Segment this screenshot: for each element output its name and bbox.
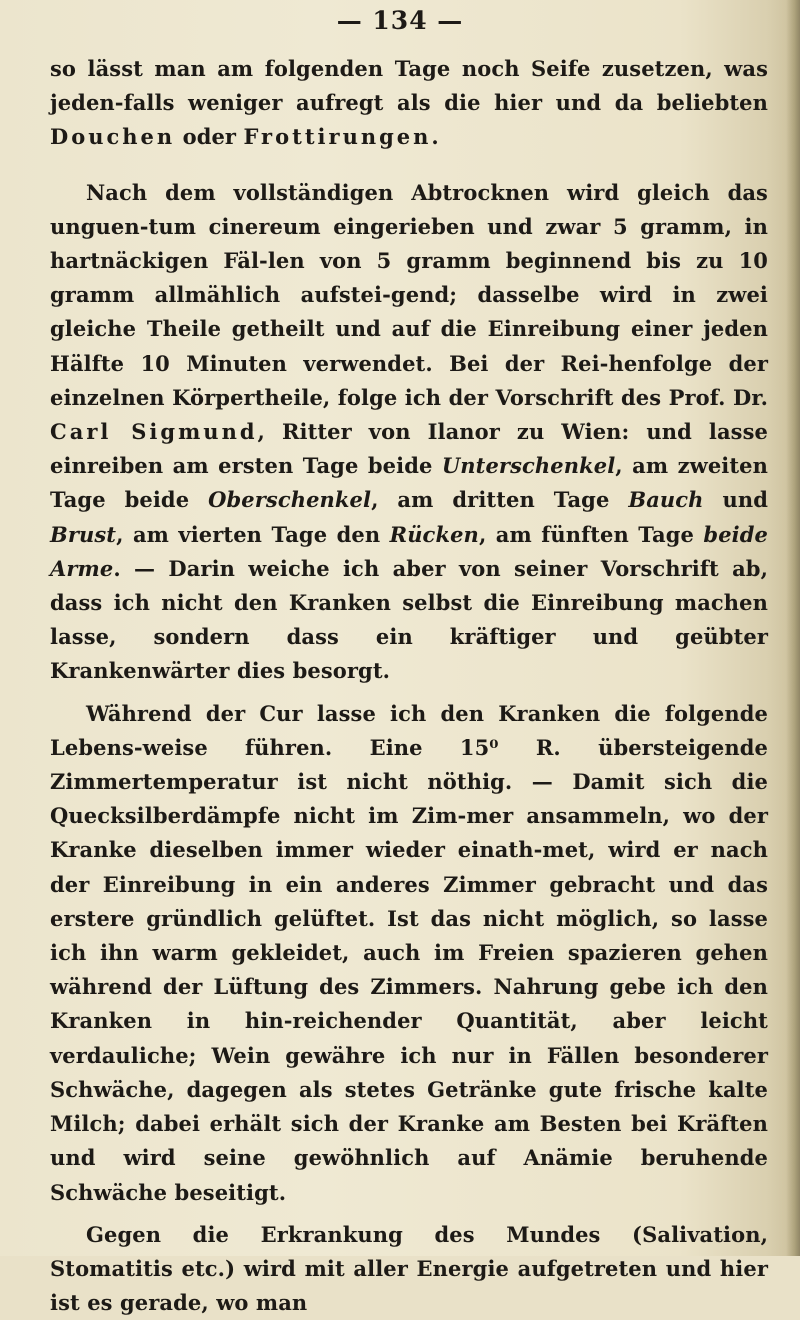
text-run: . <box>431 124 439 150</box>
emphasis-spaced: Douchen <box>50 124 176 150</box>
paragraph-3 <box>50 697 768 1210</box>
text-run: , am fünften Tage <box>478 521 704 547</box>
text-run: Während der Cur lasse ich den Kranken die folgende Lebens-weise führen. Eine 15⁰ R. übersteigende Zimmertemperatur ist nicht nöthig. — Damit sich die Quecksilberdämpfe nicht im Zim-mer ansammeln, wo der Kranke dieselben immer wieder einath-met, wird er nach der Einreibung in ein anderes Zimmer gebracht und das erstere gründlich gelüftet. Ist das nicht möglich, so lasse ich ihn warm gekleidet, auch im Freien spazieren gehen während der Lüftung des Zimmers. Nahrung gebe ich den Kranken in hin-reichender Quantität, aber leicht verdauliche; Wein gewähre ich nur in Fällen besonderer Schwäche, dagegen als stetes Getränke gute frische kalte Milch; dabei erhält sich der Kranke am Besten bei Kräften und wird seine gewöhnlich auf Anämie beruhende Schwäche beseitigt. <box>50 700 768 1205</box>
emphasis-spaced: Frottirungen <box>243 124 432 150</box>
page-edge-shadow <box>786 0 800 1256</box>
text-run: Gegen die Erkrankung des Mundes (Salivation, Stomatitis etc.) wird mit aller Energie aufgetreten und hier ist es gerade, wo man <box>50 1221 768 1316</box>
emphasis-italic: Brust <box>50 521 117 547</box>
text-run: und <box>703 487 768 513</box>
text-run: . — Darin weiche ich aber von seiner Vorschrift ab, dass ich nicht den Kranken selbst die Einreibung machen lasse, sondern dass ein kräftiger und geübter Krankenwärter dies besorgt. <box>50 555 768 684</box>
body-text <box>50 52 768 1320</box>
text-run: , am dritten Tage <box>371 487 629 513</box>
page-number: — 134 — <box>336 6 464 35</box>
paragraph-1 <box>50 52 768 155</box>
emphasis-italic: Bauch <box>628 487 704 513</box>
text-run: oder <box>175 124 244 150</box>
emphasis-italic: Unterschenkel <box>441 453 616 479</box>
emphasis-italic: beide Arme <box>50 521 768 581</box>
paragraph-4 <box>50 1218 768 1320</box>
paragraph-2 <box>50 176 768 689</box>
text-run: Nach dem vollständigen Abtrocknen wird gleich das unguen-tum cinereum eingerieben und zwar 5 gramm, in hartnäckigen Fäl-len von 5 gramm beginnend bis zu 10 gramm allmählich aufstei-gend; dasselbe wird in zwei gleiche Theile getheilt und auf die Einreibung einer jeden Hälfte 10 Minuten verwendet. Bei der Rei-henfolge der einzelnen Körpertheile, folge ich der Vorschrift des Prof. Dr. <box>50 179 768 410</box>
author-name: Carl Sigmund <box>50 419 258 445</box>
emphasis-italic: Rücken <box>389 521 479 547</box>
text-run: , am vierten Tage den <box>116 521 390 547</box>
text-run: so lässt man am folgenden Tage noch Seife zusetzen, was jeden-falls weniger aufregt als die hier und da beliebten <box>50 56 768 116</box>
emphasis-italic: Oberschenkel <box>208 487 372 513</box>
text-run: , Ritter von Ilanor zu Wien: und lasse einreiben am ersten Tage beide <box>50 419 768 479</box>
text-run: , am zweiten Tage beide <box>50 453 768 513</box>
